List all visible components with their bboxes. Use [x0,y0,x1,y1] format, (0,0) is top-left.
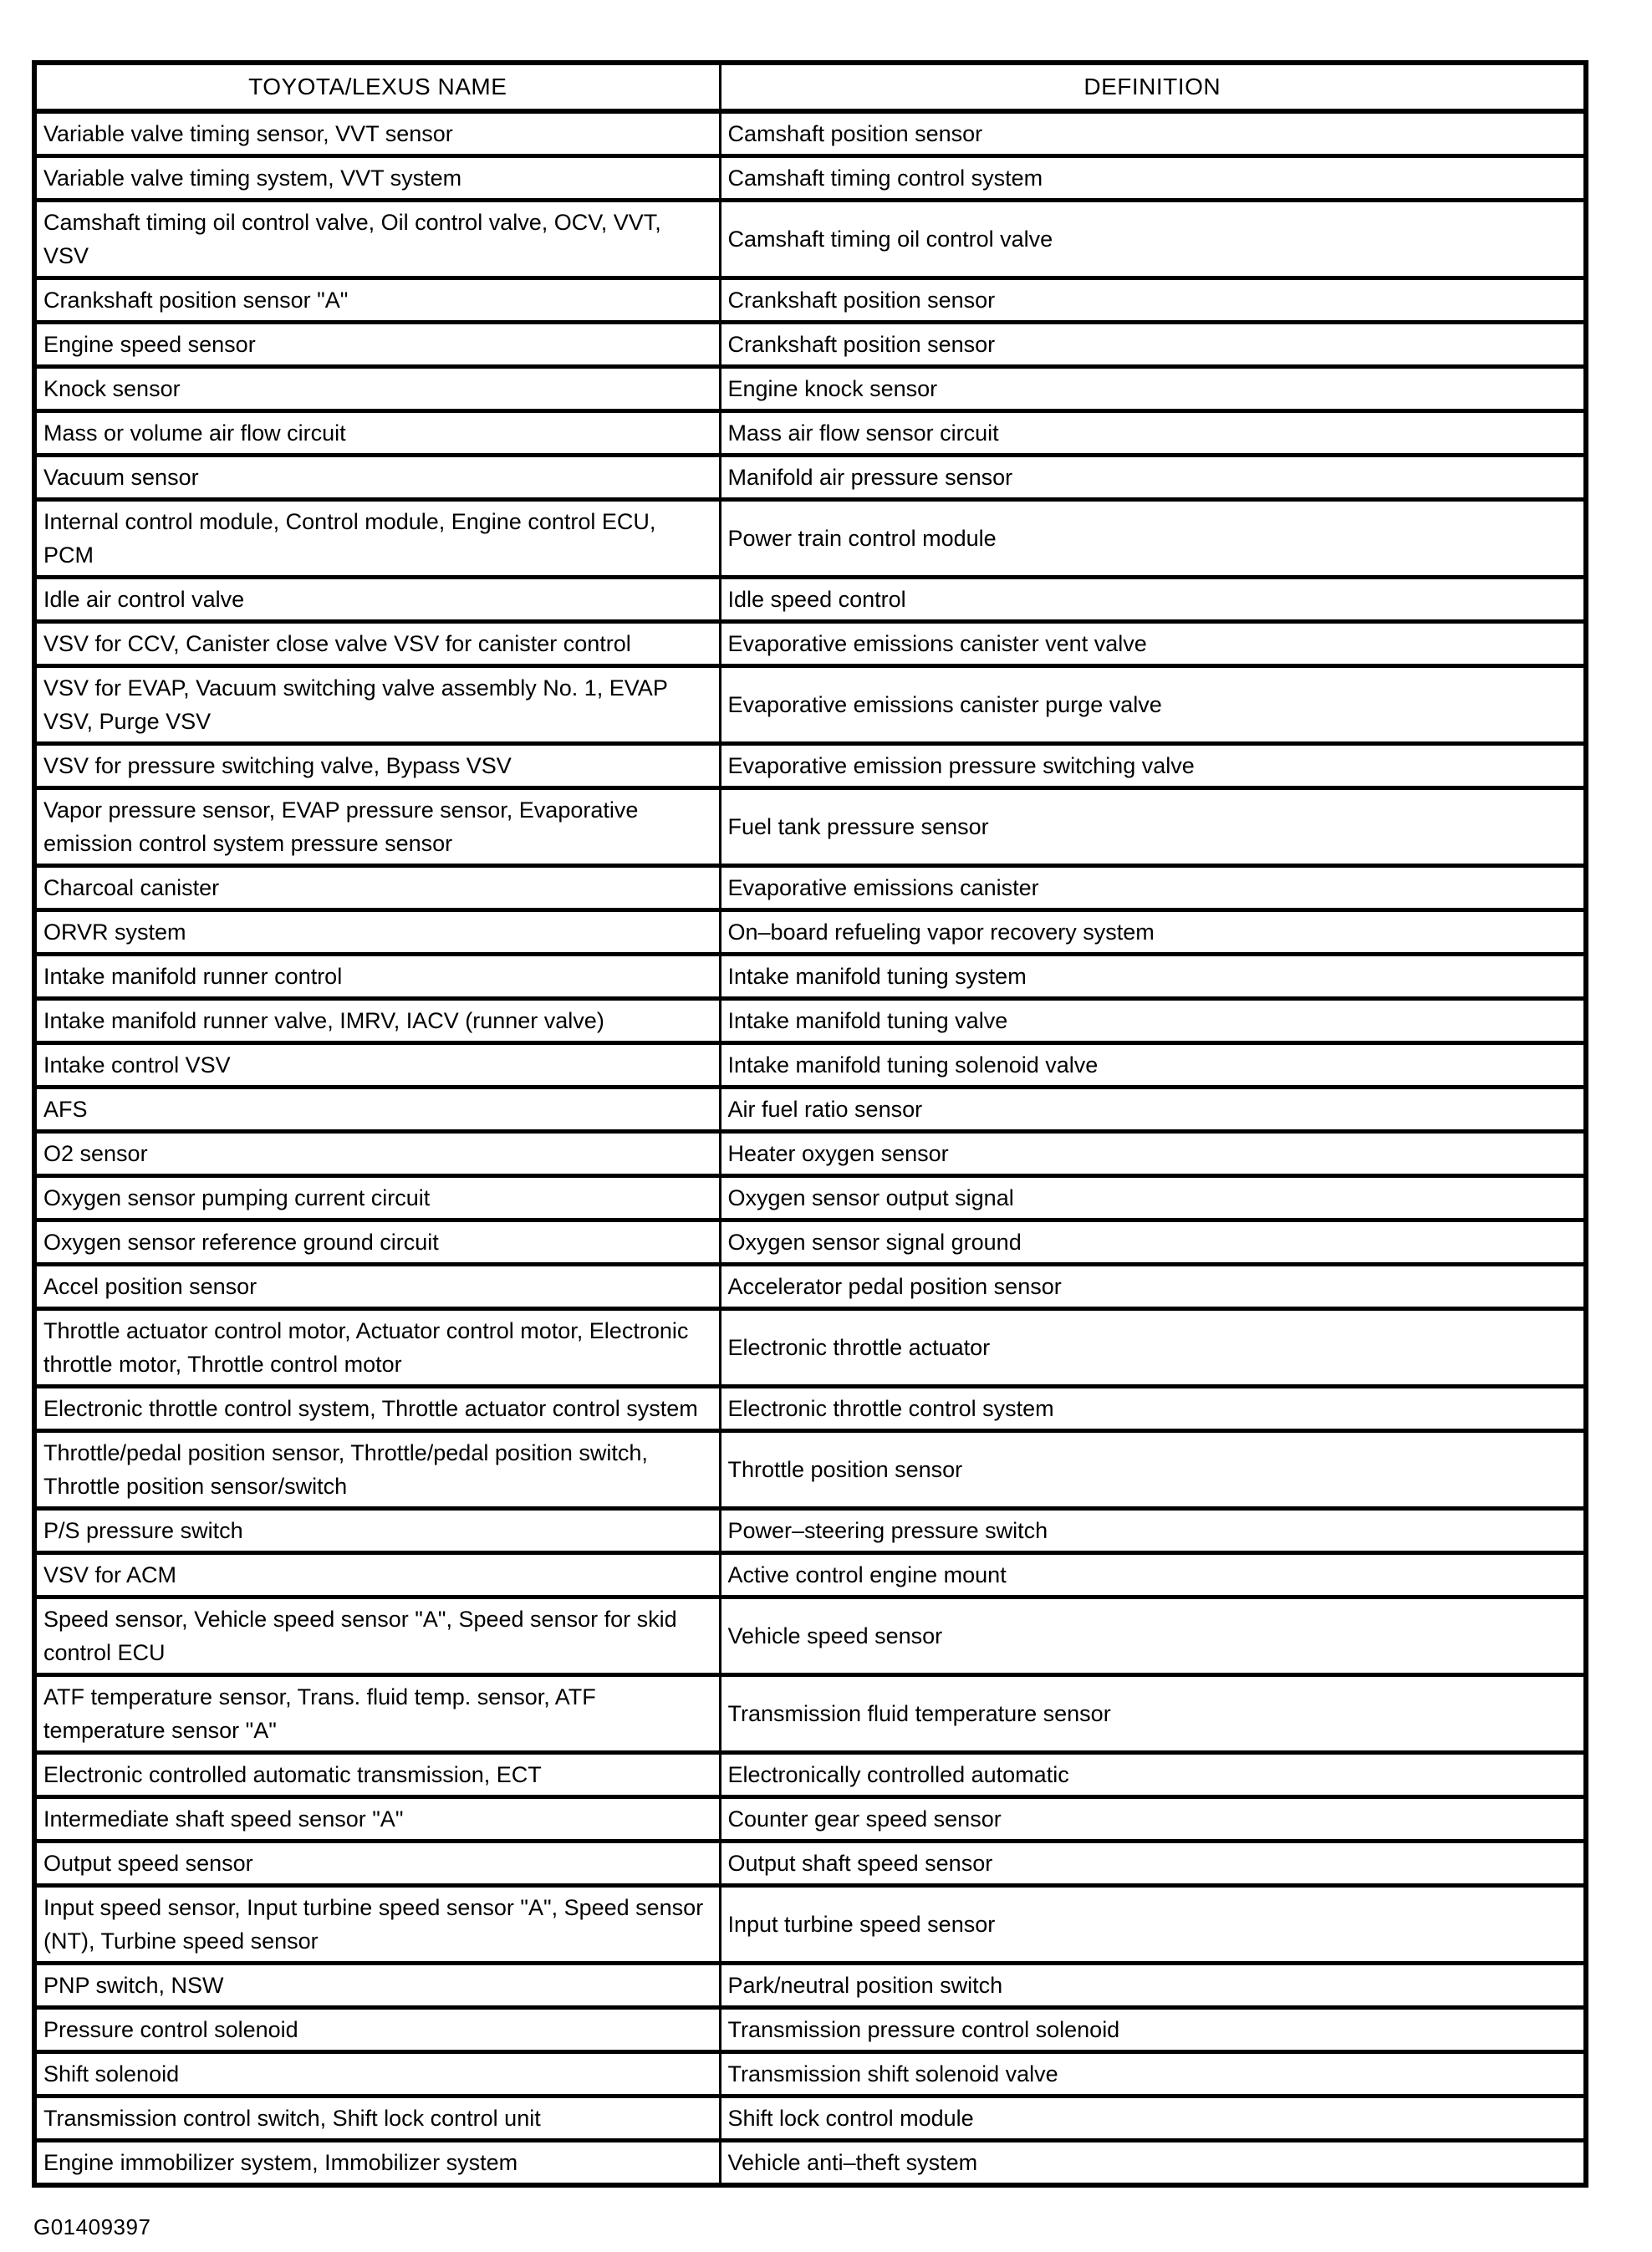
table-row [34,744,1586,788]
toyota-lexus-name-cell: Charcoal canister [34,866,720,910]
definition-cell: Camshaft position sensor [720,111,1586,156]
toyota-lexus-name-cell: Camshaft timing oil control valve, Oil control valve, OCV, VVT, VSV [34,201,720,278]
toyota-lexus-name-cell: VSV for CCV, Canister close valve VSV for canister control [34,622,720,666]
definition-cell: Idle speed control [720,578,1586,622]
table-row [34,788,1586,866]
table-row [34,500,1586,578]
toyota-lexus-name-cell: O2 sensor [34,1132,720,1176]
toyota-lexus-name-cell: Speed sensor, Vehicle speed sensor "A", Speed sensor for skid control ECU [34,1597,720,1675]
table-row [34,1842,1586,1886]
table-row [34,2097,1586,2141]
definition-cell: Throttle position sensor [720,1431,1586,1509]
table-row [34,2141,1586,2186]
toyota-lexus-name-cell: Intermediate shaft speed sensor "A" [34,1797,720,1842]
definition-cell: Manifold air pressure sensor [720,456,1586,500]
figure-reference-code: G01409397 [33,2214,151,2239]
table-row [34,323,1586,367]
definition-cell: Crankshaft position sensor [720,323,1586,367]
toyota-lexus-name-cell: Variable valve timing sensor, VVT sensor [34,111,720,156]
toyota-lexus-name-cell: Shift solenoid [34,2052,720,2097]
table-row [34,1597,1586,1675]
toyota-lexus-name-cell: Intake control VSV [34,1043,720,1088]
table-row [34,1553,1586,1597]
table-header-row [34,63,1586,111]
definition-cell: Vehicle anti–theft system [720,2141,1586,2186]
definition-cell: Fuel tank pressure sensor [720,788,1586,866]
definition-cell: Air fuel ratio sensor [720,1088,1586,1132]
toyota-lexus-name-cell: Internal control module, Control module, Engine control ECU, PCM [34,500,720,578]
definition-cell: Intake manifold tuning system [720,955,1586,999]
definition-cell: Oxygen sensor output signal [720,1176,1586,1220]
toyota-lexus-name-cell: Engine speed sensor [34,323,720,367]
definition-cell: Power train control module [720,500,1586,578]
table-row [34,578,1586,622]
definition-cell: Counter gear speed sensor [720,1797,1586,1842]
definition-cell: On–board refueling vapor recovery system [720,910,1586,955]
toyota-lexus-name-cell: Intake manifold runner control [34,955,720,999]
definition-cell: Intake manifold tuning solenoid valve [720,1043,1586,1088]
definition-cell: Evaporative emissions canister purge valve [720,666,1586,744]
definition-cell: Accelerator pedal position sensor [720,1265,1586,1309]
toyota-lexus-name-cell: Electronic controlled automatic transmission, ECT [34,1753,720,1797]
toyota-lexus-name-cell: Pressure control solenoid [34,2008,720,2052]
definition-cell: Shift lock control module [720,2097,1586,2141]
table-row [34,2052,1586,2097]
table-row [34,111,1586,156]
table-row [34,1132,1586,1176]
definition-cell: Electronically controlled automatic [720,1753,1586,1797]
definition-cell: Transmission pressure control solenoid [720,2008,1586,2052]
toyota-lexus-name-cell: Throttle/pedal position sensor, Throttle/pedal position switch, Throttle position sensor/switch [34,1431,720,1509]
definition-cell: Vehicle speed sensor [720,1597,1586,1675]
definition-cell: Input turbine speed sensor [720,1886,1586,1964]
toyota-lexus-name-cell: VSV for EVAP, Vacuum switching valve assembly No. 1, EVAP VSV, Purge VSV [34,666,720,744]
toyota-lexus-name-cell: VSV for ACM [34,1553,720,1597]
definition-cell: Crankshaft position sensor [720,278,1586,323]
definition-cell: Electronic throttle actuator [720,1309,1586,1387]
toyota-lexus-name-cell: Transmission control switch, Shift lock control unit [34,2097,720,2141]
definition-cell: Intake manifold tuning valve [720,999,1586,1043]
table-row [34,1309,1586,1387]
table-row [34,999,1586,1043]
table-body [34,111,1586,2185]
definition-cell: Oxygen sensor signal ground [720,1220,1586,1265]
definition-cell: Heater oxygen sensor [720,1132,1586,1176]
toyota-lexus-name-cell: Throttle actuator control motor, Actuator control motor, Electronic throttle motor, Throttle control motor [34,1309,720,1387]
toyota-lexus-name-cell: Output speed sensor [34,1842,720,1886]
definition-cell: Park/neutral position switch [720,1964,1586,2008]
definition-cell: Camshaft timing oil control valve [720,201,1586,278]
toyota-lexus-name-cell: ORVR system [34,910,720,955]
definition-cell: Active control engine mount [720,1553,1586,1597]
definition-cell: Transmission fluid temperature sensor [720,1675,1586,1753]
toyota-lexus-name-cell: Accel position sensor [34,1265,720,1309]
table-row [34,622,1586,666]
toyota-lexus-name-cell: Engine immobilizer system, Immobilizer system [34,2141,720,2186]
table-row [34,411,1586,456]
table-row [34,1797,1586,1842]
definition-cell: Transmission shift solenoid valve [720,2052,1586,2097]
table-row [34,955,1586,999]
toyota-lexus-name-cell: Input speed sensor, Input turbine speed sensor "A", Speed sensor (NT), Turbine speed sensor [34,1886,720,1964]
table-row [34,1387,1586,1431]
table-row [34,1043,1586,1088]
table-row [34,1265,1586,1309]
table-row [34,866,1586,910]
definition-cell: Evaporative emission pressure switching valve [720,744,1586,788]
definition-cell: Mass air flow sensor circuit [720,411,1586,456]
toyota-lexus-name-cell: Mass or volume air flow circuit [34,411,720,456]
toyota-lexus-name-cell: Variable valve timing system, VVT system [34,156,720,201]
toyota-lexus-name-cell: Vacuum sensor [34,456,720,500]
toyota-lexus-name-cell: ATF temperature sensor, Trans. fluid temp. sensor, ATF temperature sensor "A" [34,1675,720,1753]
column-header-definition: DEFINITION [720,63,1586,111]
toyota-lexus-name-cell: Knock sensor [34,367,720,411]
table-row [34,156,1586,201]
definition-cell: Power–steering pressure switch [720,1509,1586,1553]
table-row [34,1886,1586,1964]
table-row [34,2008,1586,2052]
definition-cell: Electronic throttle control system [720,1387,1586,1431]
table-row [34,1675,1586,1753]
toyota-lexus-name-cell: Vapor pressure sensor, EVAP pressure sensor, Evaporative emission control system pressure sensor [34,788,720,866]
table-row [34,666,1586,744]
toyota-lexus-name-cell: PNP switch, NSW [34,1964,720,2008]
definition-cell: Evaporative emissions canister [720,866,1586,910]
toyota-lexus-name-cell: AFS [34,1088,720,1132]
table-row [34,1220,1586,1265]
table-row [34,367,1586,411]
table-row [34,1509,1586,1553]
toyota-lexus-name-cell: Crankshaft position sensor "A" [34,278,720,323]
toyota-lexus-name-cell: Electronic throttle control system, Throttle actuator control system [34,1387,720,1431]
definition-cell: Camshaft timing control system [720,156,1586,201]
table-row [34,910,1586,955]
table-row [34,1431,1586,1509]
toyota-lexus-name-cell: Oxygen sensor reference ground circuit [34,1220,720,1265]
table-row [34,278,1586,323]
table-row [34,1964,1586,2008]
definition-cell: Engine knock sensor [720,367,1586,411]
toyota-lexus-name-cell: P/S pressure switch [34,1509,720,1553]
table-row [34,1176,1586,1220]
definition-cell: Evaporative emissions canister vent valve [720,622,1586,666]
toyota-lexus-name-cell: Idle air control valve [34,578,720,622]
toyota-lexus-name-cell: Intake manifold runner valve, IMRV, IACV (runner valve) [34,999,720,1043]
toyota-lexus-name-cell: Oxygen sensor pumping current circuit [34,1176,720,1220]
toyota-lexus-name-cell: VSV for pressure switching valve, Bypass VSV [34,744,720,788]
table-row [34,1088,1586,1132]
definition-cell: Output shaft speed sensor [720,1842,1586,1886]
table-row [34,1753,1586,1797]
toyota-lexus-term-table [32,60,1588,2188]
table-row [34,201,1586,278]
column-header-toyota-lexus-name: TOYOTA/LEXUS NAME [34,63,720,111]
table-row [34,456,1586,500]
